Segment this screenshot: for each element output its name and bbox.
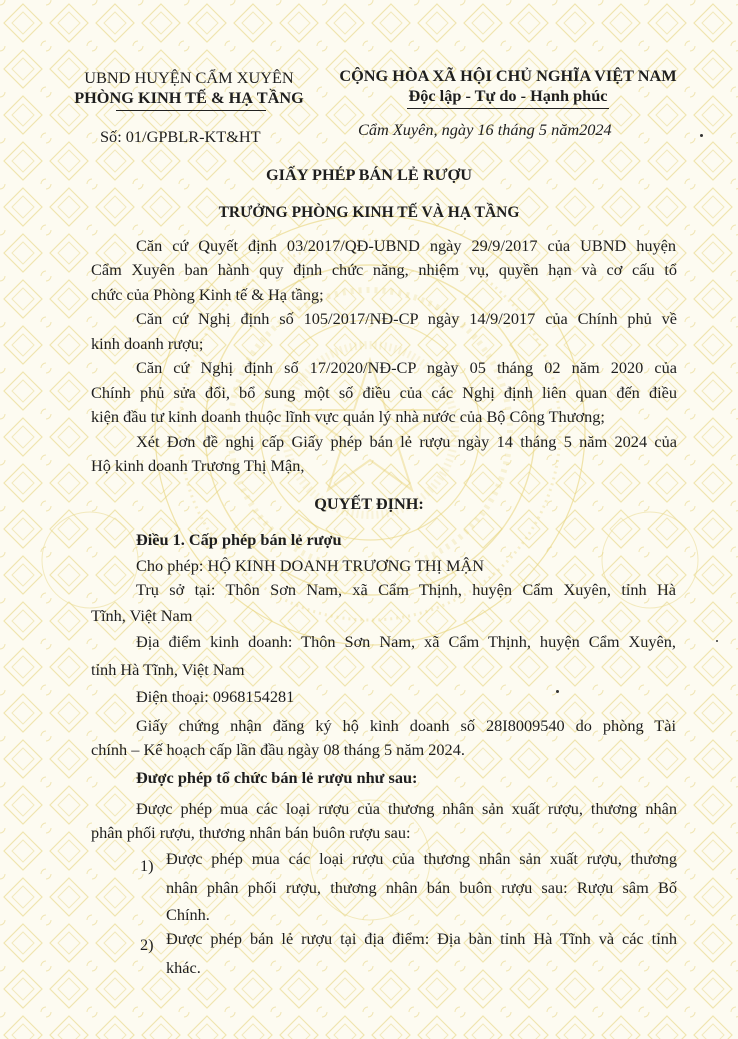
scan-speck	[700, 134, 703, 137]
agency-name: PHÒNG KINH TẾ & HẠ TẦNG	[74, 88, 304, 107]
list-item-line: nhân phân phối rượu, thương nhân bán buôn rượu sau: Rượu sâm Bố	[166, 878, 677, 897]
preamble-line: chức của Phòng Kinh tế & Hạ tầng;	[91, 285, 324, 304]
document-number: Số: 01/GPBLR-KT&HT	[100, 127, 261, 146]
preamble-line: Xét Đơn đề nghị cấp Giấy phép bán lẻ rượu ngày 14 tháng 5 năm 2024 của	[136, 432, 677, 451]
motto: Độc lập - Tự do - Hạnh phúc	[408, 86, 608, 105]
registration-line: Giấy chứng nhận đăng ký hộ kinh doanh số 28I8009540 do phòng Tài	[136, 716, 676, 735]
motto-underline	[407, 108, 609, 109]
preamble-line: Căn cứ Nghị định số 105/2017/NĐ-CP ngày 14/9/2017 của Chính phủ về	[136, 309, 677, 328]
place-date: Cẩm Xuyên, ngày 16 tháng 5 năm2024	[358, 120, 612, 139]
scope-heading: Được phép tổ chức bán lẻ rượu như sau:	[136, 768, 418, 787]
document-title: GIẤY PHÉP BÁN LẺ RƯỢU	[266, 165, 472, 184]
nation-title: CỘNG HÒA XÃ HỘI CHỦ NGHĨA VIỆT NAM	[339, 66, 677, 85]
scope-line: phân phối rượu, thương nhân bán buôn rượu sau:	[91, 823, 411, 842]
preamble-line: kiện đầu tư kinh doanh thuộc lĩnh vực quản lý nhà nước của Bộ Công Thương;	[91, 407, 605, 426]
registration-line: chính – Kế hoạch cấp lần đầu ngày 08 tháng 5 năm 2024.	[91, 740, 465, 759]
headquarters-line: Trụ sở tại: Thôn Sơn Nam, xã Cẩm Thịnh, huyện Cẩm Xuyên, tỉnh Hà	[136, 580, 676, 599]
agency-parent: UBND HUYỆN CẨM XUYÊN	[84, 68, 294, 87]
article-1-heading: Điều 1. Cấp phép bán lẻ rượu	[136, 530, 342, 549]
list-item-line: Được phép bán lẻ rượu tại địa điểm: Địa bàn tỉnh Hà Tĩnh và các tỉnh	[166, 929, 677, 948]
preamble-line: Chính phủ sửa đổi, bổ sung một số điều của các Nghị định liên quan đến điều	[91, 383, 677, 402]
list-item-line: Được phép mua các loại rượu của thương nhân sản xuất rượu, thương	[166, 849, 677, 868]
preamble-line: Căn cứ Nghị định số 17/2020/NĐ-CP ngày 05 tháng 02 năm 2020 của	[136, 358, 677, 377]
agency-underline	[116, 110, 266, 111]
issuer-title: TRƯỞNG PHÒNG KINH TẾ VÀ HẠ TẦNG	[218, 204, 520, 221]
preamble-line: Cẩm Xuyên ban hành quy định chức năng, nhiệm vụ, quyền hạn và cơ cấu tổ	[91, 260, 677, 279]
list-item-number: 1)	[140, 856, 154, 875]
business-location-line: Địa điểm kinh doanh: Thôn Sơn Nam, xã Cẩm Thịnh, huyện Cẩm Xuyên,	[136, 632, 676, 651]
preamble-line: Căn cứ Quyết định 03/2017/QĐ-UBND ngày 29/9/2017 của UBND huyện	[136, 236, 676, 255]
preamble-line: Hộ kinh doanh Trương Thị Mận,	[91, 456, 305, 475]
list-item-line: khác.	[166, 958, 201, 977]
headquarters-line: Tĩnh, Việt Nam	[91, 606, 193, 625]
list-item-number: 2)	[140, 935, 154, 954]
permit-holder: Cho phép: HỘ KINH DOANH TRƯƠNG THỊ MẬN	[136, 556, 485, 575]
decision-heading: QUYẾT ĐỊNH:	[314, 494, 424, 513]
list-item-line: Chính.	[166, 905, 210, 924]
preamble-line: kinh doanh rượu;	[91, 334, 204, 353]
business-location-line: tỉnh Hà Tĩnh, Việt Nam	[91, 660, 245, 679]
scan-speck	[716, 640, 718, 642]
phone: Điện thoại: 0968154281	[136, 687, 295, 706]
scan-speck	[556, 690, 559, 693]
scope-line: Được phép mua các loại rượu của thương nhân sản xuất rượu, thương nhân	[136, 799, 677, 818]
